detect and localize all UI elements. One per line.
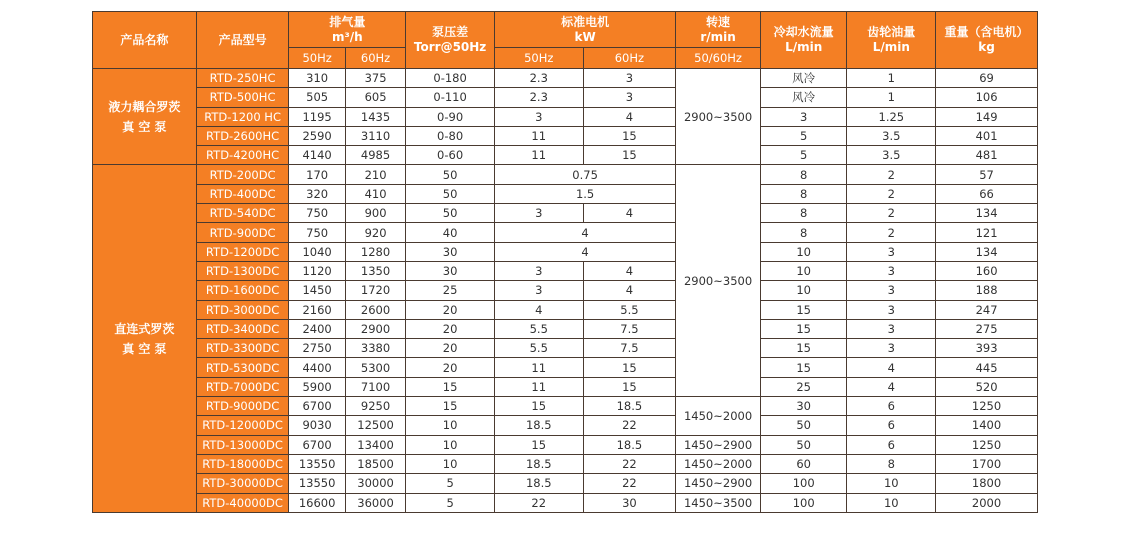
speed-50hz-cell: 6700 [289, 435, 345, 454]
table-row [93, 242, 1038, 261]
table-row [93, 339, 1038, 358]
weight-cell: 134 [936, 204, 1038, 223]
model-cell: RTD-500HC [196, 88, 289, 107]
model-cell: RTD-9000DC [196, 397, 289, 416]
speed-60hz-cell: 3380 [345, 339, 405, 358]
weight-cell: 1250 [936, 435, 1038, 454]
gear-oil-cell: 10 [847, 474, 936, 493]
gear-oil-cell: 2 [847, 223, 936, 242]
header-product-name: 产品名称 [93, 12, 197, 69]
weight-cell: 160 [936, 261, 1038, 280]
speed-50hz-cell: 1040 [289, 242, 345, 261]
speed-50hz-cell: 2750 [289, 339, 345, 358]
cooling-water-cell: 15 [760, 300, 847, 319]
series-name-line2: 真 空 泵 [122, 119, 167, 134]
motor-50hz-cell: 18.5 [494, 454, 583, 473]
series-name-line1: 直连式罗茨 [114, 321, 175, 336]
header-weight [936, 12, 1038, 69]
speed-50hz-cell: 1120 [289, 261, 345, 280]
pressure-diff-cell: 0-80 [406, 126, 495, 145]
motor-power-cell: 4 [494, 242, 675, 261]
gear-oil-cell: 1.25 [847, 107, 936, 126]
table-row [93, 377, 1038, 396]
gear-oil-cell: 3 [847, 281, 936, 300]
motor-50hz-cell: 2.3 [494, 88, 583, 107]
pressure-diff-cell: 10 [406, 416, 495, 435]
motor-60hz-cell: 4 [583, 107, 676, 126]
speed-50hz-cell: 750 [289, 204, 345, 223]
table-row [93, 261, 1038, 280]
gear-oil-cell: 4 [847, 358, 936, 377]
motor-60hz-cell: 7.5 [583, 319, 676, 338]
speed-60hz-cell: 5300 [345, 358, 405, 377]
gear-oil-cell: 2 [847, 184, 936, 203]
pressure-diff-cell: 5 [406, 474, 495, 493]
gear-oil-cell: 6 [847, 435, 936, 454]
table-row [93, 223, 1038, 242]
weight-cell: 1250 [936, 397, 1038, 416]
speed-60hz-cell: 920 [345, 223, 405, 242]
model-cell: RTD-3300DC [196, 339, 289, 358]
table-row [93, 184, 1038, 203]
motor-60hz-cell: 30 [583, 493, 676, 512]
header-weight-title: 重量（含电机） [944, 25, 1029, 39]
speed-50hz-cell: 1195 [289, 107, 345, 126]
table-row [93, 435, 1038, 454]
gear-oil-cell: 1 [847, 69, 936, 88]
rpm-cell: 1450~2000 [676, 454, 761, 473]
speed-60hz-cell: 210 [345, 165, 405, 184]
gear-oil-cell: 3 [847, 319, 936, 338]
speed-60hz-cell: 605 [345, 88, 405, 107]
motor-50hz-cell: 18.5 [494, 474, 583, 493]
weight-cell: 520 [936, 377, 1038, 396]
series-name-cell [93, 69, 197, 165]
cooling-water-cell: 100 [760, 474, 847, 493]
motor-60hz-cell: 15 [583, 146, 676, 165]
speed-60hz-cell: 900 [345, 204, 405, 223]
model-cell: RTD-40000DC [196, 493, 289, 512]
weight-cell: 275 [936, 319, 1038, 338]
model-cell: RTD-200DC [196, 165, 289, 184]
pressure-diff-cell: 10 [406, 435, 495, 454]
gear-oil-cell: 1 [847, 88, 936, 107]
speed-50hz-cell: 9030 [289, 416, 345, 435]
motor-50hz-cell: 2.3 [494, 69, 583, 88]
pressure-diff-cell: 0-90 [406, 107, 495, 126]
motor-50hz-cell: 5.5 [494, 339, 583, 358]
header-cooling-water [760, 12, 847, 69]
gear-oil-cell: 8 [847, 454, 936, 473]
speed-50hz-cell: 1450 [289, 281, 345, 300]
motor-60hz-cell: 3 [583, 88, 676, 107]
pressure-diff-cell: 30 [406, 242, 495, 261]
cooling-water-cell: 10 [760, 242, 847, 261]
series-name-cell [93, 165, 197, 512]
header-pumping-speed-title: 排气量 [329, 14, 366, 29]
table-row [93, 319, 1038, 338]
speed-50hz-cell: 2400 [289, 319, 345, 338]
cooling-water-cell: 风冷 [760, 88, 847, 107]
speed-60hz-cell: 4985 [345, 146, 405, 165]
model-cell: RTD-18000DC [196, 454, 289, 473]
cooling-water-cell: 3 [760, 107, 847, 126]
speed-50hz-cell: 505 [289, 88, 345, 107]
motor-60hz-cell: 5.5 [583, 300, 676, 319]
pressure-diff-cell: 15 [406, 377, 495, 396]
table-row [93, 474, 1038, 493]
motor-60hz-cell: 4 [583, 204, 676, 223]
gear-oil-cell: 3 [847, 242, 936, 261]
motor-60hz-cell: 15 [583, 126, 676, 145]
motor-60hz-cell: 7.5 [583, 339, 676, 358]
speed-60hz-cell: 375 [345, 69, 405, 88]
motor-60hz-cell: 15 [583, 377, 676, 396]
table-row [93, 165, 1038, 184]
header-pressure-diff-title: 泵压差 [432, 25, 469, 39]
speed-50hz-cell: 320 [289, 184, 345, 203]
table-row [93, 107, 1038, 126]
spec-body [93, 69, 1038, 513]
speed-60hz-cell: 1435 [345, 107, 405, 126]
table-row [93, 300, 1038, 319]
gear-oil-cell: 3 [847, 300, 936, 319]
weight-cell: 69 [936, 69, 1038, 88]
table-row [93, 204, 1038, 223]
pressure-diff-cell: 10 [406, 454, 495, 473]
header-motor-title: 标准电机 [561, 14, 610, 29]
cooling-water-cell: 50 [760, 435, 847, 454]
model-cell: RTD-12000DC [196, 416, 289, 435]
speed-50hz-cell: 2160 [289, 300, 345, 319]
cooling-water-cell: 8 [760, 184, 847, 203]
speed-60hz-cell: 2600 [345, 300, 405, 319]
model-cell: RTD-1200DC [196, 242, 289, 261]
table-row [93, 88, 1038, 107]
model-cell: RTD-1300DC [196, 261, 289, 280]
model-cell: RTD-400DC [196, 184, 289, 203]
weight-cell: 481 [936, 146, 1038, 165]
series-name-line2: 真 空 泵 [122, 341, 167, 356]
speed-60hz-cell: 13400 [345, 435, 405, 454]
pressure-diff-cell: 15 [406, 397, 495, 416]
pressure-diff-cell: 25 [406, 281, 495, 300]
table-row [93, 146, 1038, 165]
header-speed-freq: 50/60Hz [676, 48, 761, 69]
motor-50hz-cell: 15 [494, 435, 583, 454]
rpm-merged-cell: 2900~3500 [676, 69, 761, 165]
motor-60hz-cell: 4 [583, 261, 676, 280]
speed-50hz-cell: 4400 [289, 358, 345, 377]
model-cell: RTD-1600DC [196, 281, 289, 300]
weight-cell: 134 [936, 242, 1038, 261]
cooling-water-cell: 8 [760, 165, 847, 184]
pressure-diff-cell: 50 [406, 184, 495, 203]
header-gear-oil-title: 齿轮油量 [867, 25, 916, 39]
cooling-water-cell: 30 [760, 397, 847, 416]
speed-60hz-cell: 1720 [345, 281, 405, 300]
gear-oil-cell: 3 [847, 339, 936, 358]
model-cell: RTD-540DC [196, 204, 289, 223]
model-cell: RTD-900DC [196, 223, 289, 242]
gear-oil-cell: 3 [847, 261, 936, 280]
weight-cell: 247 [936, 300, 1038, 319]
motor-60hz-cell: 22 [583, 416, 676, 435]
motor-50hz-cell: 3 [494, 107, 583, 126]
speed-60hz-cell: 9250 [345, 397, 405, 416]
motor-power-cell: 4 [494, 223, 675, 242]
speed-50hz-cell: 170 [289, 165, 345, 184]
weight-cell: 1700 [936, 454, 1038, 473]
speed-50hz-cell: 13550 [289, 454, 345, 473]
gear-oil-cell: 6 [847, 397, 936, 416]
weight-cell: 393 [936, 339, 1038, 358]
weight-cell: 149 [936, 107, 1038, 126]
motor-50hz-cell: 3 [494, 281, 583, 300]
rpm-cell: 1450~3500 [676, 493, 761, 512]
motor-50hz-cell: 22 [494, 493, 583, 512]
motor-60hz-cell: 18.5 [583, 435, 676, 454]
speed-60hz-cell: 18500 [345, 454, 405, 473]
model-cell: RTD-3400DC [196, 319, 289, 338]
weight-cell: 188 [936, 281, 1038, 300]
speed-60hz-cell: 410 [345, 184, 405, 203]
model-cell: RTD-5300DC [196, 358, 289, 377]
cooling-water-cell: 15 [760, 339, 847, 358]
speed-60hz-cell: 1350 [345, 261, 405, 280]
motor-60hz-cell: 18.5 [583, 397, 676, 416]
cooling-water-cell: 10 [760, 281, 847, 300]
weight-cell: 106 [936, 88, 1038, 107]
header-speed [676, 12, 761, 48]
pressure-diff-cell: 20 [406, 339, 495, 358]
speed-50hz-cell: 6700 [289, 397, 345, 416]
speed-50hz-cell: 5900 [289, 377, 345, 396]
header-speed-unit: r/min [700, 29, 736, 44]
header-model: 产品型号 [196, 12, 289, 69]
motor-50hz-cell: 11 [494, 358, 583, 377]
speed-60hz-cell: 12500 [345, 416, 405, 435]
motor-50hz-cell: 11 [494, 146, 583, 165]
pressure-diff-cell: 20 [406, 300, 495, 319]
pressure-diff-cell: 50 [406, 204, 495, 223]
speed-60hz-cell: 3110 [345, 126, 405, 145]
motor-50hz-cell: 3 [494, 261, 583, 280]
cooling-water-cell: 8 [760, 223, 847, 242]
header-pressure-diff-unit: Torr@50Hz [413, 40, 487, 54]
model-cell: RTD-3000DC [196, 300, 289, 319]
weight-cell: 401 [936, 126, 1038, 145]
table-row [93, 126, 1038, 145]
pressure-diff-cell: 20 [406, 319, 495, 338]
speed-50hz-cell: 4140 [289, 146, 345, 165]
weight-cell: 2000 [936, 493, 1038, 512]
header-weight-unit: kg [978, 40, 995, 54]
weight-cell: 1400 [936, 416, 1038, 435]
speed-50hz-cell: 750 [289, 223, 345, 242]
cooling-water-cell: 15 [760, 358, 847, 377]
motor-60hz-cell: 22 [583, 454, 676, 473]
header-motor-unit: kW [574, 29, 596, 44]
gear-oil-cell: 2 [847, 165, 936, 184]
rpm-merged-cell: 1450~2000 [676, 397, 761, 436]
header-pumping-speed-unit: m³/h [332, 29, 363, 44]
model-cell: RTD-2600HC [196, 126, 289, 145]
header-pumping-50hz: 50Hz [289, 48, 345, 69]
pressure-diff-cell: 20 [406, 358, 495, 377]
gear-oil-cell: 3.5 [847, 126, 936, 145]
cooling-water-cell: 风冷 [760, 69, 847, 88]
speed-60hz-cell: 36000 [345, 493, 405, 512]
speed-50hz-cell: 310 [289, 69, 345, 88]
pressure-diff-cell: 0-180 [406, 69, 495, 88]
weight-cell: 57 [936, 165, 1038, 184]
header-motor [494, 12, 675, 48]
header-row [93, 12, 1038, 48]
model-cell: RTD-4200HC [196, 146, 289, 165]
cooling-water-cell: 50 [760, 416, 847, 435]
model-cell: RTD-250HC [196, 69, 289, 88]
gear-oil-cell: 10 [847, 493, 936, 512]
motor-50hz-cell: 11 [494, 126, 583, 145]
series-name-line1: 液力耦合罗茨 [108, 99, 181, 114]
table-row [93, 397, 1038, 416]
cooling-water-cell: 15 [760, 319, 847, 338]
weight-cell: 1800 [936, 474, 1038, 493]
motor-60hz-cell: 22 [583, 474, 676, 493]
speed-60hz-cell: 2900 [345, 319, 405, 338]
motor-50hz-cell: 18.5 [494, 416, 583, 435]
weight-cell: 445 [936, 358, 1038, 377]
weight-cell: 66 [936, 184, 1038, 203]
pressure-diff-cell: 0-110 [406, 88, 495, 107]
cooling-water-cell: 25 [760, 377, 847, 396]
cooling-water-cell: 10 [760, 261, 847, 280]
speed-50hz-cell: 2590 [289, 126, 345, 145]
table-row [93, 69, 1038, 88]
cooling-water-cell: 100 [760, 493, 847, 512]
motor-50hz-cell: 15 [494, 397, 583, 416]
header-motor-50hz: 50Hz [494, 48, 583, 69]
weight-cell: 121 [936, 223, 1038, 242]
gear-oil-cell: 3.5 [847, 146, 936, 165]
motor-50hz-cell: 3 [494, 204, 583, 223]
pressure-diff-cell: 40 [406, 223, 495, 242]
spec-table [92, 11, 1038, 513]
motor-50hz-cell: 4 [494, 300, 583, 319]
table-row [93, 493, 1038, 512]
speed-60hz-cell: 30000 [345, 474, 405, 493]
model-cell: RTD-1200 HC [196, 107, 289, 126]
model-cell: RTD-30000DC [196, 474, 289, 493]
speed-60hz-cell: 1280 [345, 242, 405, 261]
model-cell: RTD-7000DC [196, 377, 289, 396]
header-motor-60hz: 60Hz [583, 48, 676, 69]
header-gear-oil [847, 12, 936, 69]
pressure-diff-cell: 5 [406, 493, 495, 512]
gear-oil-cell: 2 [847, 204, 936, 223]
header-pumping-60hz: 60Hz [345, 48, 405, 69]
rpm-merged-cell: 2900~3500 [676, 165, 761, 397]
speed-60hz-cell: 7100 [345, 377, 405, 396]
table-row [93, 281, 1038, 300]
speed-50hz-cell: 13550 [289, 474, 345, 493]
motor-power-cell: 1.5 [494, 184, 675, 203]
header-cooling-water-unit: L/min [785, 40, 823, 54]
table-row [93, 416, 1038, 435]
motor-50hz-cell: 11 [494, 377, 583, 396]
motor-power-cell: 0.75 [494, 165, 675, 184]
header-pressure-diff [406, 12, 495, 69]
motor-60hz-cell: 3 [583, 69, 676, 88]
table-row [93, 358, 1038, 377]
cooling-water-cell: 5 [760, 126, 847, 145]
header-pumping-speed [289, 12, 406, 48]
cooling-water-cell: 8 [760, 204, 847, 223]
rpm-cell: 1450~2900 [676, 474, 761, 493]
gear-oil-cell: 4 [847, 377, 936, 396]
table-row [93, 454, 1038, 473]
model-cell: RTD-13000DC [196, 435, 289, 454]
pressure-diff-cell: 50 [406, 165, 495, 184]
rpm-cell: 1450~2900 [676, 435, 761, 454]
gear-oil-cell: 6 [847, 416, 936, 435]
motor-60hz-cell: 15 [583, 358, 676, 377]
speed-50hz-cell: 16600 [289, 493, 345, 512]
motor-60hz-cell: 4 [583, 281, 676, 300]
header-gear-oil-unit: L/min [872, 40, 910, 54]
cooling-water-cell: 60 [760, 454, 847, 473]
header-cooling-water-title: 冷却水流量 [773, 25, 834, 39]
pressure-diff-cell: 30 [406, 261, 495, 280]
pressure-diff-cell: 0-60 [406, 146, 495, 165]
motor-50hz-cell: 5.5 [494, 319, 583, 338]
header-speed-title: 转速 [706, 14, 731, 29]
cooling-water-cell: 5 [760, 146, 847, 165]
